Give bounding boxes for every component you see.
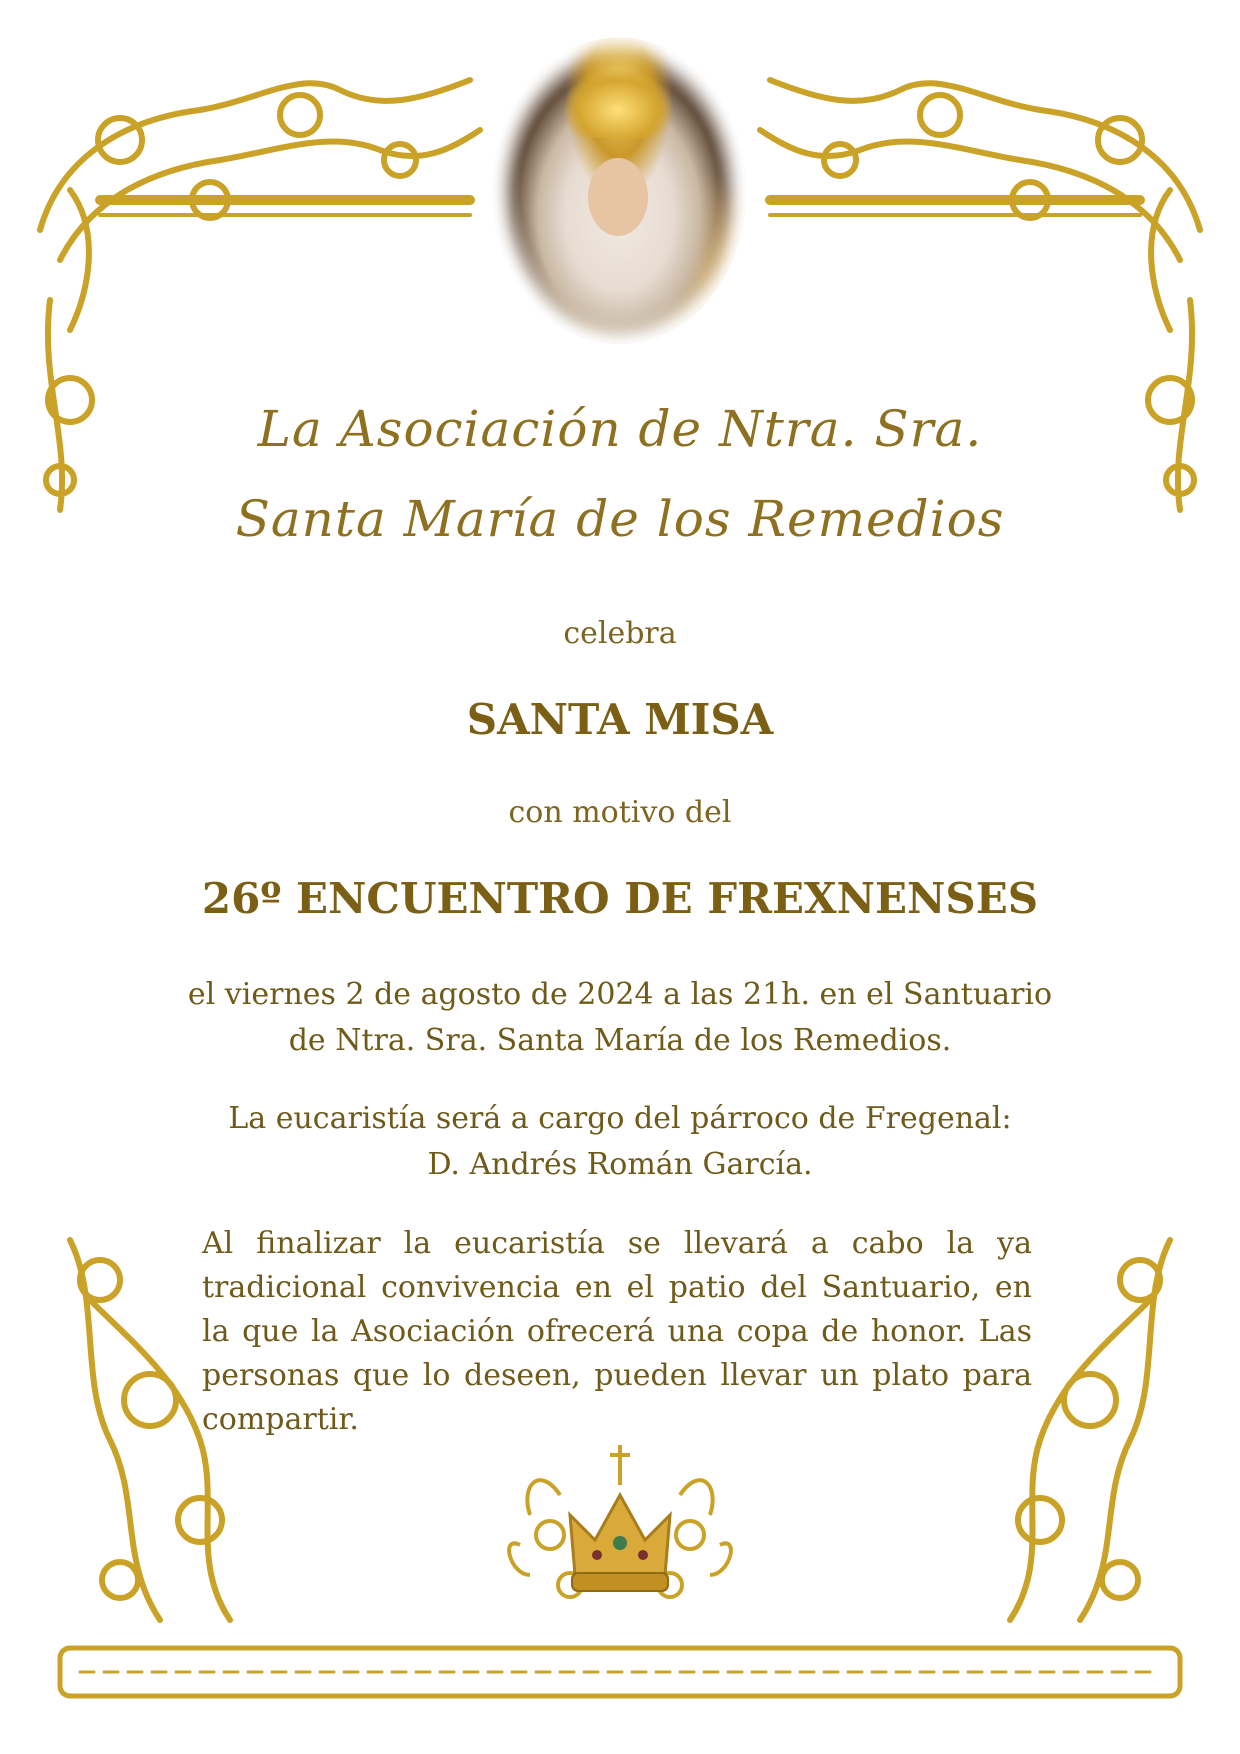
celebra-text: celebra — [563, 616, 677, 651]
event-name: SANTA MISA — [466, 695, 774, 744]
date-place-line-1: el viernes 2 de agosto de 2024 a las 21h. en el Santuario — [187, 977, 1053, 1012]
virgin-portrait — [492, 38, 746, 344]
association-line-1: La Asociación de Ntra. Sra. — [257, 400, 983, 458]
con-motivo-text: con motivo del — [508, 795, 732, 830]
date-place-line-2: de Ntra. Sra. Santa María de los Remedios. — [288, 1023, 952, 1058]
celebrant-line-1: La eucaristía será a cargo del párroco de Fregenal: — [228, 1101, 1012, 1136]
occasion-title: 26º ENCUENTRO DE FREXNENSES — [201, 874, 1039, 923]
crown-icon — [500, 1425, 740, 1625]
closing-paragraph: Al finalizar la eucaristía se llevará a cabo la ya tradicional convivencia en el patio del Santuario, en la que la Asociación ofrecerá una copa de honor. Las personas que lo deseen, pueden llevar un plato para compartir. — [202, 1226, 1032, 1437]
celebrant-line-2: D. Andrés Román García. — [427, 1147, 813, 1182]
portrait-crown — [562, 68, 674, 138]
association-line-2: Santa María de los Remedios — [235, 490, 1005, 548]
portrait-face — [588, 158, 648, 236]
